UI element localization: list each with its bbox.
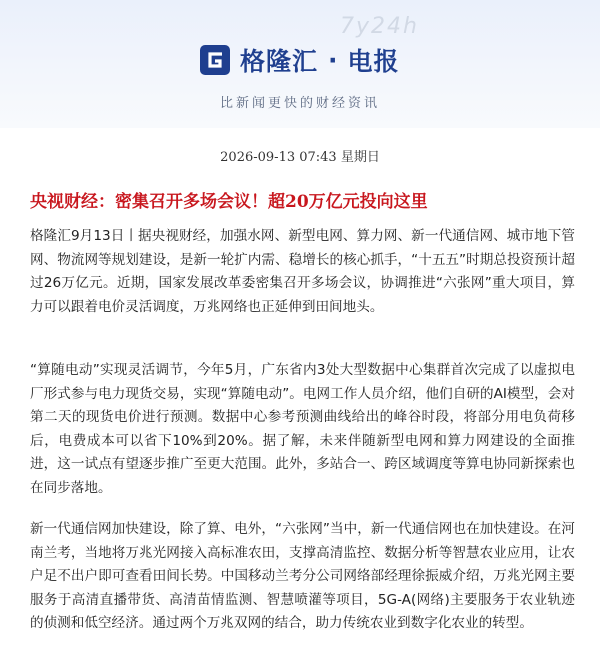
slogan: 比新闻更快的财经资讯 bbox=[219, 96, 380, 111]
brand-name: 格隆汇 bbox=[240, 47, 319, 76]
article-paragraph: 格隆汇9月13日丨据央视财经，加强水网、新型电网、算力网、新一代通信网、城市地下管网、物流网等规划建设，是新一轮扩内需、稳增长的核心抓手，“十五五”时期总投资预计超过26万亿元。近期，国家发展改革委密集召开多场会议，协调推进“六张网”重大项目，算力可以跟着电价灵活调度，万兆网络也正延伸到田间地头。 bbox=[30, 228, 575, 315]
header-banner bbox=[0, 0, 600, 128]
gelonghui-logo-icon bbox=[200, 45, 230, 75]
brand bbox=[200, 40, 400, 80]
article-paragraph: 新一代通信网加快建设，除了算、电外，“六张网”当中，新一代通信网也在加快建设。在河南兰考，当地将万兆光网接入高标准农田，支撑高清监控、数据分析等智慧农业应用，让农户足不出户即可查看田间长势。中国移动兰考分公司网络部经理徐振威介绍，万兆光网主要服务于高清直播带货、高清苗情监测、智慧喷灌等项目，5G-A(网络)主要服务于农业轨迹的侦测和低空经济。通过两个万兆双网的结合，助力传统农业到数字化农业的转型。 bbox=[30, 521, 575, 631]
article-title: 央视财经：密集召开多场会议！超20万亿元投向这里 bbox=[30, 192, 428, 212]
watermark: 7y24h bbox=[340, 14, 419, 39]
article-datetime: 2026-09-13 07:43 星期日 bbox=[220, 150, 380, 165]
brand-separator: · bbox=[328, 45, 338, 75]
article-paragraph: “算随电动”实现灵活调节，今年5月，广东省内3处大型数据中心集群首次完成了以虚拟电厂形式参与电力现货交易，实现“算随电动”。电网工作人员介绍，他们自研的AI模型，会对第二天的现货电价进行预测。数据中心参考预测曲线给出的峰谷时段，将部分用电负荷移后，电费成本可以省下10%到20%。据了解，未来伴随新型电网和算力网建设的全面推进，这一试点有望逐步推广至更大范围。此外，多站合一、跨区域调度等算电协同新探索也在同步落地。 bbox=[30, 362, 575, 496]
brand-subtitle: 电报 bbox=[347, 47, 400, 76]
